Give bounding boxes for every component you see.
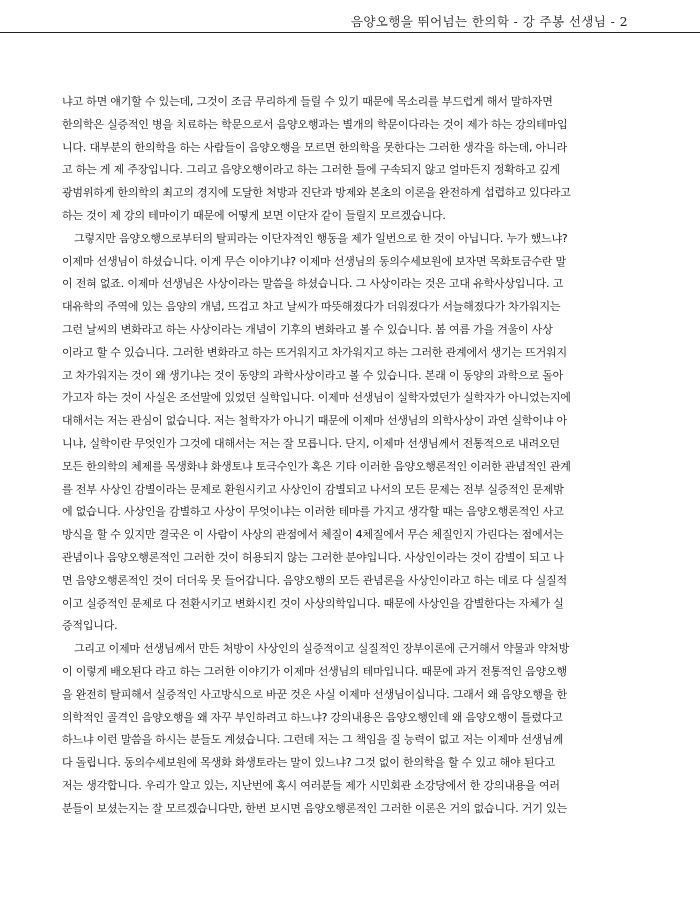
text-line: 대유학의 주역에 있는 음양의 개념, 뜨겁고 차고 날씨가 따뜻해졌다가 더워졌다가 서늘해졌다가 차가워지는	[62, 300, 561, 314]
text-line: 방식을 할 수 있지만 결국은 이 사람이 사상의 관점에서 체질이 4체질에서 무슨 체질인지 가린다는 점에서는	[62, 528, 564, 542]
text-line: 모든 한의학의 체제를 목생화냐 화생토냐 토극수인가 혹은 기타 이러한 음양오행론적인 이러한 관념적인 관계	[62, 459, 571, 473]
text-line: 를 전부 사상인 감별이라는 문제로 환원시키고 사상인이 감별되고 나서의 모든 문제는 전부 실증적인 문제밖	[62, 482, 564, 496]
text-line: 그렇지만 음양오행으로부터의 탈피라는 이단자적인 행동을 제가 일번으로 한 것이 아닙니다. 누가 했느냐?	[74, 231, 568, 245]
text-line: 의학적인 골격인 음양오행을 왜 자꾸 부인하려고 하느냐? 강의내용은 음양오행인데 왜 음양오행이 틀렸다고	[62, 710, 563, 724]
text-line: 이제마 선생님이 하셨습니다. 이게 무슨 이야기냐? 이제마 선생님의 동의수세보원에 보자면 목화토금수란 말	[62, 254, 566, 268]
running-title: 음양오행을 뛰어넘는 한의학 - 강 주봉 선생님 - 2	[350, 14, 628, 29]
paragraph	[62, 638, 634, 820]
text-line: 이 전혀 없죠. 이제마 선생님은 사상이라는 말씀을 하셨습니다. 그 사상이라는 것은 고대 유학사상입니다. 고	[62, 277, 564, 291]
text-line: 가고자 하는 것이 사실은 조선말에 있었던 실학입니다. 이제마 선생님이 실학자였던가 실학자가 아니었는지에	[62, 391, 571, 405]
text-line: 관념이나 음양오행론적인 그러한 것이 허용되지 않는 그러한 분야입니다. 사상인이라는 것이 감별이 되고 나	[62, 550, 564, 564]
text-line: 다 돌립니다. 동의수세보원에 목생화 화생토라는 말이 있느냐? 그것 없이 한의학을 할 수 있고 해야 된다고	[62, 756, 555, 770]
text-line: 에 없습니다. 사상인을 감별하고 사상이 무엇이냐는 이러한 테마를 가지고 생각할 때는 음양오행론적인 사고	[62, 505, 564, 519]
text-line: 저는 생각합니다. 우리가 알고 있는, 지난번에 혹시 여러분들 제가 시민회관 소강당에서 한 강의내용을 여러	[62, 778, 560, 792]
text-line: 이라고 할 수 있습니다. 그러한 변화라고 하는 뜨거워지고 차가워지고 하는 그러한 관계에서 생기는 뜨거워지	[62, 345, 567, 359]
running-header	[0, 10, 700, 33]
text-line: 하는 것이 제 강의 테마이기 때문에 어떻게 보면 이단자 같이 들릴지 모르겠습니다.	[62, 208, 446, 222]
text-line: 니냐, 실학이란 무엇인가 그것에 대해서는 저는 잘 모릅니다. 단지, 이제마 선생님께서 전통적으로 내려오던	[62, 436, 560, 450]
body-text	[62, 91, 634, 821]
text-line: 이 이렇게 배오된다 라고 하는 그러한 이야기가 이제마 선생님의 테마입니다. 때문에 과거 전통적인 음양오행	[62, 664, 567, 678]
text-line: 그리고 이제마 선생님께서 만든 처방이 사상인의 실증적이고 실질적인 장부이론에 근거해서 약물과 약처방	[74, 642, 570, 656]
text-line: 대해서는 저는 관심이 없습니다. 저는 철학자가 아니기 때문에 이제마 선생님의 의학사상이 과연 실학이냐 아	[62, 414, 567, 428]
text-line: 고 하는 게 제 주장입니다. 그리고 음양오행이라고 하는 그러한 틀에 구속되지 않고 얼마든지 정확하고 깊게	[62, 163, 560, 177]
text-line: 증적입니다.	[62, 619, 118, 633]
text-line: 하느냐 이런 말씀을 하시는 분들도 계셨습니다. 그런데 저는 그 책임을 질 능력이 없고 저는 이제마 선생님께	[62, 733, 564, 747]
text-line: 고 차가워지는 것이 왜 생기냐는 것이 동양의 과학사상이라고 볼 수 있습니다. 본래 이 동양의 과학으로 돌아	[62, 368, 564, 382]
text-line: 이고 실증적인 문제로 다 전환시키고 변화시킨 것이 사상의학입니다. 때문에 사상인을 감별한다는 자체가 실	[62, 596, 564, 610]
text-line: 광범위하게 한의학의 최고의 경지에 도달한 처방과 진단과 방제와 본초의 이론을 완전하게 섭렵하고 있다라고	[62, 186, 571, 200]
text-line: 그런 날씨의 변화라고 하는 사상이라는 개념이 기후의 변화라고 볼 수 있습니다. 봄 여름 가을 겨울이 사상	[62, 322, 553, 336]
text-line: 한의학은 실증적인 병을 치료하는 학문으로서 음양오행과는 별개의 학문이다라는 것이 제가 하는 강의테마입	[62, 117, 568, 131]
paragraph	[62, 228, 634, 638]
paragraph	[62, 91, 634, 228]
text-line: 니다. 대부분의 한의학을 하는 사람들이 음양오행을 모르면 한의학을 못한다는 그러한 생각을 하는데, 아니라	[62, 140, 567, 154]
text-line: 면 음양오행론적인 것이 더더욱 못 들어갑니다. 음양오행의 모든 관념론을 사상인이라고 하는 데로 다 실질적	[62, 573, 567, 587]
text-line: 냐고 하면 얘기할 수 있는데, 그것이 조금 무리하게 들릴 수 있기 때문에 목소리를 부드럽게 해서 말하자면	[62, 95, 553, 108]
text-line: 분들이 보셨는지는 잘 모르겠습니다만, 한번 보시면 음양오행론적인 그러한 이론은 거의 없습니다. 거기 있는	[62, 801, 567, 815]
text-line: 을 완전히 탈피해서 실증적인 사고방식으로 바꾼 것은 사실 이제마 선생님이십니다. 그래서 왜 음양오행을 한	[62, 687, 567, 701]
